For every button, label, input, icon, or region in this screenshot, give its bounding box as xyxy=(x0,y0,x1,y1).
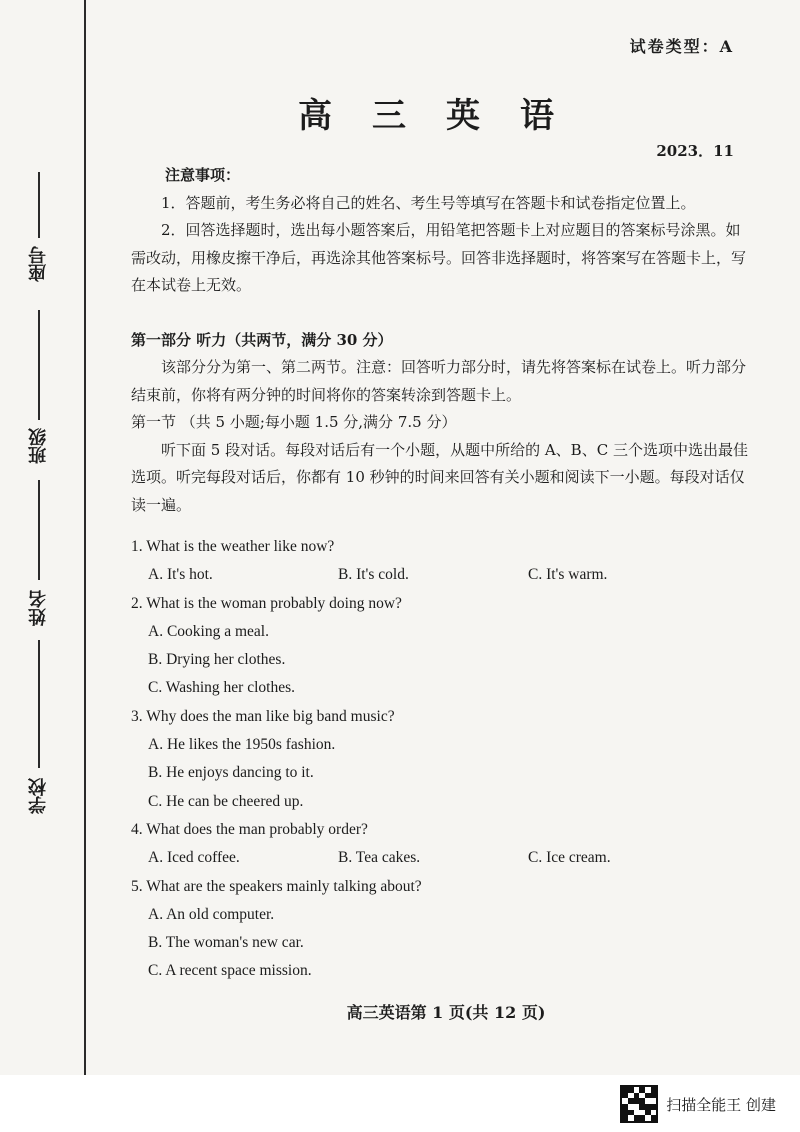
question-2 xyxy=(131,590,751,703)
option-a: A. It's hot. xyxy=(148,566,213,584)
notice-item: 1．答题前，考生务必将自己的姓名、考生号等填写在答题卡和试卷指定位置上。 xyxy=(161,193,696,212)
section1-heading: 第一节 （共 5 小题;每小题 1.5 分,满分 7.5 分） xyxy=(131,413,457,431)
class-label: 班级 xyxy=(28,428,49,464)
question-5 xyxy=(131,873,751,986)
option-c: C. A recent space mission. xyxy=(148,962,312,980)
option-c: C. Ice cream. xyxy=(528,849,611,867)
name-label: 姓名 xyxy=(28,590,49,626)
section1-intro: 听下面 5 段对话。每段对话后有一个小题，从题中所给的 A、B、C 三个选项中选出最佳选项。听完每段对话后，你都有 10 秒钟的时间来回答有关小题和阅读下一小题。每段对话仅读一遍。 xyxy=(131,440,748,514)
option-b: B. Drying her clothes. xyxy=(148,651,286,669)
seat-fill-line xyxy=(38,172,40,238)
school-label: 学校 xyxy=(28,778,49,814)
option-a: A. Cooking a meal. xyxy=(148,622,269,640)
question-stem: 1. What is the weather like now? xyxy=(131,538,335,555)
options-row xyxy=(131,844,751,872)
question-4 xyxy=(131,816,751,873)
notice-item: 2．回答选择题时，选出每小题答案后，用铅笔把答题卡上对应题目的答案标号涂黑。如需改动，用橡皮擦干净后，再选涂其他答案标号。回答非选择题时，将答案写在答题卡上，写在本试卷上无效。 xyxy=(131,221,747,294)
seat-label: 座号 xyxy=(28,246,49,282)
option-c: C. Washing her clothes. xyxy=(148,679,295,697)
options-column xyxy=(131,901,751,986)
exam-title: 高三英语 xyxy=(298,96,594,136)
options-row xyxy=(131,561,751,589)
option-a: A. He likes the 1950s fashion. xyxy=(148,736,336,754)
paper-type: 试卷类型：A xyxy=(629,37,734,56)
option-a: A. Iced coffee. xyxy=(148,849,240,867)
question-3 xyxy=(131,703,751,816)
question-1 xyxy=(131,533,751,590)
exam-date: 2023．11 xyxy=(656,142,734,160)
option-b: B. It's cold. xyxy=(338,566,409,584)
question-stem: 4. What does the man probably order? xyxy=(131,820,368,838)
options-column xyxy=(131,618,751,703)
binding-line xyxy=(84,0,86,1075)
school-fill-line xyxy=(38,640,40,768)
part1-intro: 该部分分为第一、第二两节。注意：回答听力部分时，请先将答案标在试卷上。听力部分结束前，你将有两分钟的时间将你的答案转涂到答题卡上。 xyxy=(131,358,747,404)
scanner-watermark xyxy=(620,1085,776,1123)
option-b: B. He enjoys dancing to it. xyxy=(148,764,314,782)
option-a: A. An old computer. xyxy=(148,905,275,923)
class-fill-line xyxy=(38,310,40,420)
options-column xyxy=(131,731,751,816)
name-fill-line xyxy=(38,480,40,580)
question-stem: 3. Why does the man like big band music? xyxy=(131,707,395,725)
option-b: B. Tea cakes. xyxy=(338,849,421,867)
page-number: 高三英语第 1 页(共 12 页) xyxy=(346,1003,546,1022)
option-c: C. It's warm. xyxy=(528,566,608,584)
exam-content xyxy=(131,162,751,986)
watermark-text: 扫描全能王 创建 xyxy=(666,1095,776,1114)
option-c: C. He can be cheered up. xyxy=(148,792,304,810)
question-stem: 2. What is the woman probably doing now? xyxy=(131,594,402,612)
notice-heading: 注意事项： xyxy=(165,166,241,184)
qr-code-icon xyxy=(620,1085,658,1123)
question-stem: 5. What are the speakers mainly talking about? xyxy=(131,877,422,895)
option-b: B. The woman's new car. xyxy=(148,934,304,952)
part1-heading: 第一部分 听力（共两节，满分 30 分） xyxy=(131,330,393,349)
